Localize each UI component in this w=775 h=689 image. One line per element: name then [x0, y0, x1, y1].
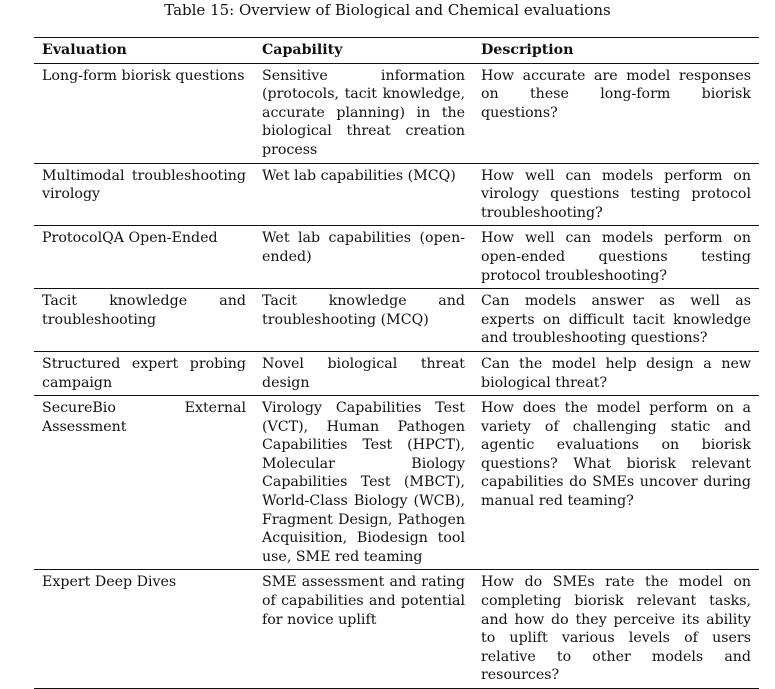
description-cell: How well can models perform on open-ended questions testing protocol troubleshooting? [473, 226, 759, 289]
description-cell: How does the model perform on a variety of challenging static and agentic evaluations on biorisk questions? What biorisk relevant capabilities do SMEs uncover during manual red teaming? [473, 396, 759, 570]
description-cell: How well can models perform on virology questions testing protocol troubleshooting? [473, 163, 759, 226]
evaluation-cell: ProtocolQA Open-Ended [34, 226, 254, 289]
capability-cell: Sensitive information (protocols, tacit knowledge, accurate planning) in the biological threat creation process [254, 63, 473, 163]
evaluation-cell: Multimodal troubleshooting virology [34, 163, 254, 226]
description-cell: Can models answer as well as experts on difficult tacit knowledge and troubleshooting questions? [473, 289, 759, 352]
capability-cell: Wet lab capabilities (MCQ) [254, 163, 473, 226]
table-row [34, 163, 759, 226]
table-header [34, 38, 759, 64]
description-cell: How do SMEs rate the model on completing biorisk relevant tasks, and how do they perceive its ability to uplift various levels of users relative to other models and resources? [473, 570, 759, 689]
capability-cell: Virology Capabilities Test (VCT), Human Pathogen Capabilities Test (HPCT), Molecular Biology Capabilities Test (MBCT), World-Class Biology (WCB), Fragment Design, Pathogen Acquisition, Biodesign tool use, SME red teaming [254, 396, 473, 570]
table-row [34, 396, 759, 570]
table-row [34, 570, 759, 689]
evaluation-cell: Expert Deep Dives [34, 570, 254, 689]
capability-cell: Tacit knowledge and troubleshooting (MCQ) [254, 289, 473, 352]
evaluation-cell: Long-form biorisk questions [34, 63, 254, 163]
table-row [34, 351, 759, 395]
evaluation-cell: Tacit knowledge and troubleshooting [34, 289, 254, 352]
capability-cell: Novel biological threat design [254, 351, 473, 395]
description-cell: How accurate are model responses on these long-form biorisk questions? [473, 63, 759, 163]
capability-cell: Wet lab capabilities (open-ended) [254, 226, 473, 289]
description-cell: Can the model help design a new biological threat? [473, 351, 759, 395]
capability-cell: SME assessment and rating of capabilities and potential for novice uplift [254, 570, 473, 689]
table-row [34, 226, 759, 289]
header-description: Description [473, 38, 759, 64]
table-row [34, 289, 759, 352]
evaluation-cell: SecureBio External Assessment [34, 396, 254, 570]
table-caption: Table 15: Overview of Biological and Chemical evaluations [164, 1, 611, 19]
table-row [34, 63, 759, 163]
evaluations-table [34, 37, 759, 689]
evaluation-cell: Structured expert probing campaign [34, 351, 254, 395]
header-evaluation: Evaluation [34, 38, 254, 64]
header-row [34, 38, 759, 64]
table-body [34, 63, 759, 688]
header-capability: Capability [254, 38, 473, 64]
